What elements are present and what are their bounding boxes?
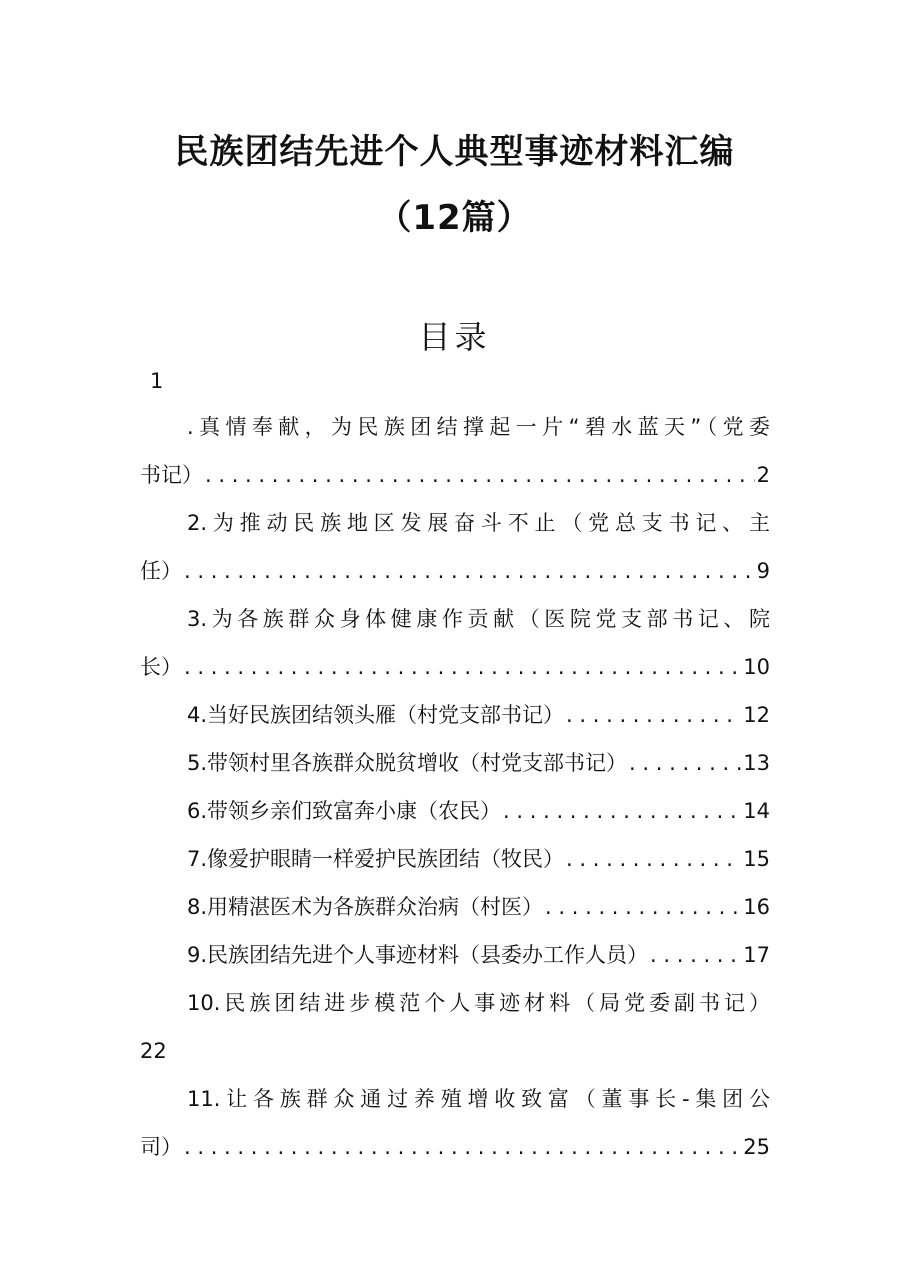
toc-item-5[interactable] (187, 748, 770, 778)
toc-item-11-line2[interactable] (140, 1132, 770, 1162)
toc-item-2-text: 任） (140, 559, 182, 583)
leader-dots (184, 652, 741, 682)
toc-item-2-page: 9 (756, 559, 770, 583)
toc-item-6-page: 14 (743, 799, 770, 823)
toc-item-9[interactable] (187, 940, 770, 970)
document-title: 民族团结先进个人典型事迹材料汇编 (174, 132, 735, 172)
toc-item-7-text: 7.像爱护眼睛一样爱护民族团结（牧民） (187, 847, 565, 871)
toc-item-10-line1[interactable]: 10.民族团结进步模范个人事迹材料（局党委副书记） (187, 991, 770, 1015)
toc-item-3-line1[interactable]: 3.为各族群众身体健康作贡献（医院党支部书记、院 (187, 607, 770, 631)
leader-dots (566, 844, 741, 874)
toc-item-6[interactable] (187, 796, 770, 826)
leader-dots (650, 940, 741, 970)
toc-item-1-number: 1 (150, 369, 164, 393)
toc-item-5-page: 13 (743, 751, 770, 775)
toc-item-11-text: 司） (140, 1135, 182, 1159)
toc-item-8-page: 16 (743, 895, 770, 919)
leader-dots (503, 796, 741, 826)
leader-dots (629, 748, 741, 778)
leader-dots (566, 700, 741, 730)
toc-item-8-text: 8.用精湛医术为各族群众治病（村医） (187, 895, 544, 919)
leader-dots (205, 460, 755, 490)
toc-item-8[interactable] (187, 892, 770, 922)
toc-item-4-page: 12 (743, 703, 770, 727)
toc-item-1-line2[interactable] (140, 460, 770, 490)
toc-item-4[interactable] (187, 700, 770, 730)
leader-dots (184, 556, 755, 586)
toc-item-7[interactable] (187, 844, 770, 874)
toc-item-2-line1[interactable]: 2.为推动民族地区发展奋斗不止（党总支书记、主 (187, 511, 770, 535)
toc-item-1-text: 书记） (140, 463, 203, 487)
leader-dots (184, 1132, 741, 1162)
toc-heading: 目录 (418, 318, 491, 356)
toc-item-9-text: 9.民族团结先进个人事迹材料（县委办工作人员） (187, 943, 649, 967)
toc-item-3-page: 10 (743, 655, 770, 679)
toc-item-6-text: 6.带领乡亲们致富奔小康（农民） (187, 799, 502, 823)
leader-dots (545, 892, 741, 922)
toc-item-3-text: 长） (140, 655, 182, 679)
toc-item-1-page: 2 (756, 463, 770, 487)
document-subtitle: （12篇） (377, 198, 532, 238)
toc-item-5-text: 5.带领村里各族群众脱贫增收（村党支部书记） (187, 751, 628, 775)
toc-item-11-line1[interactable]: 11.让各族群众通过养殖增收致富（董事长-集团公 (187, 1087, 770, 1111)
toc-item-9-page: 17 (743, 943, 770, 967)
toc-item-1-line1[interactable]: .真情奉献，为民族团结撑起一片“碧水蓝天”（党委 (187, 415, 770, 439)
toc-item-10-page: 22 (140, 1039, 167, 1063)
toc-item-7-page: 15 (743, 847, 770, 871)
toc-item-4-text: 4.当好民族团结领头雁（村党支部书记） (187, 703, 565, 727)
toc-item-2-line2[interactable] (140, 556, 770, 586)
toc-item-11-page: 25 (743, 1135, 770, 1159)
toc-item-3-line2[interactable] (140, 652, 770, 682)
